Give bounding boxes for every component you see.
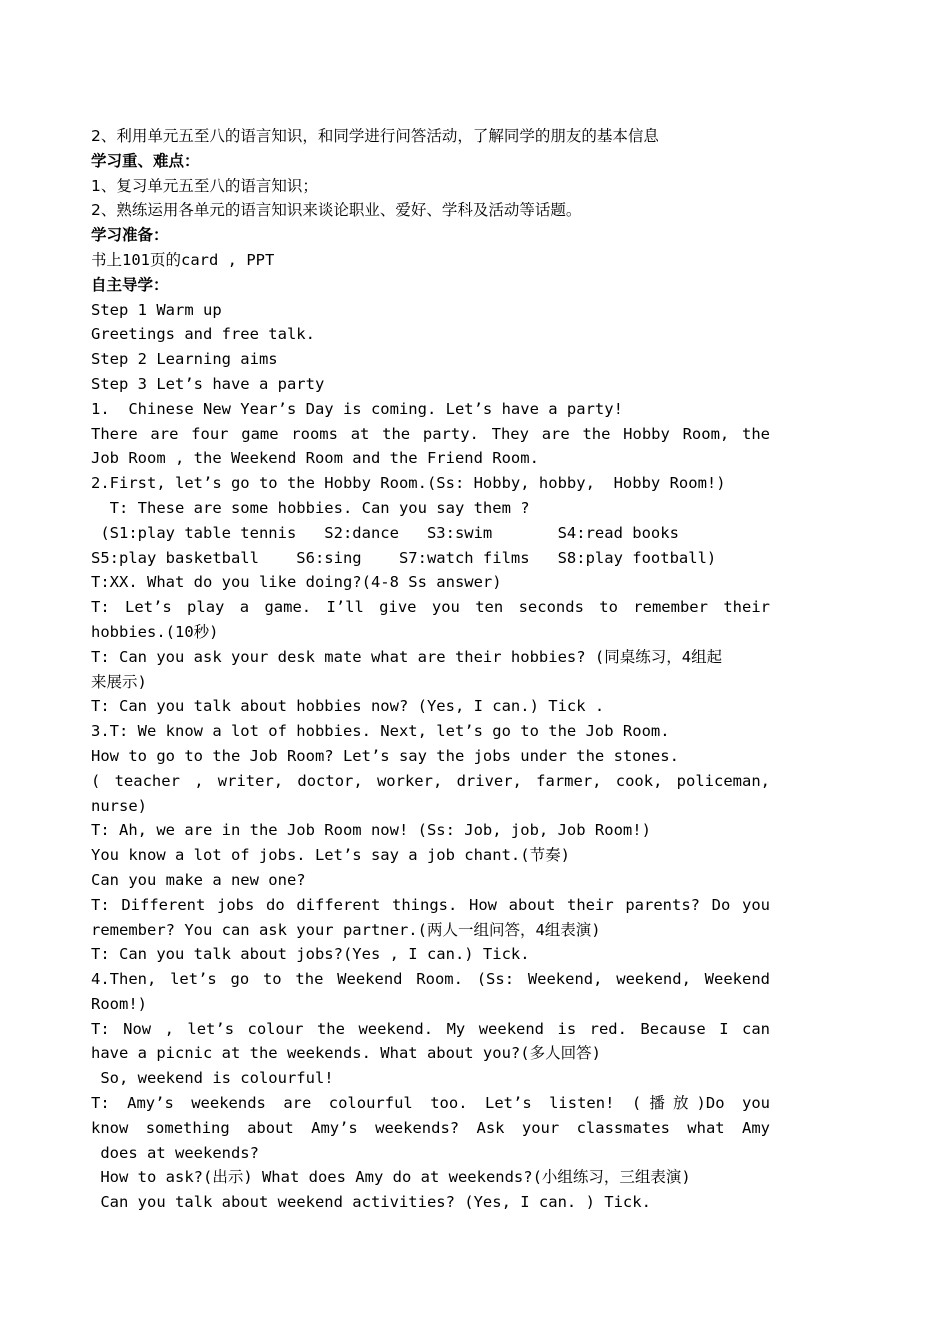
text-line: (S1:play table tennis S2:dance S3:swim S4:read books xyxy=(91,523,679,542)
text-line: Job Room , the Weekend Room and the Friend Room. xyxy=(91,449,539,468)
text-line: T: Different jobs do different things. How about their parents? Do you xyxy=(91,895,770,914)
text-line: nurse) xyxy=(91,796,147,815)
text-line: Step 3 Let’s have a party xyxy=(91,374,325,393)
text-line: 2、熟练运用各单元的语言知识来谈论职业、爱好、学科及活动等话题。 xyxy=(91,201,582,220)
text-line: 来展示) xyxy=(91,672,147,691)
text-line: T: These are some hobbies. Can you say them ? xyxy=(91,498,530,517)
text-line: So, weekend is colourful! xyxy=(91,1069,334,1088)
text-line: does at weekends? xyxy=(91,1143,259,1162)
text-line: T: Amy’s weekends are colourful too. Let’s listen! (播放)Do you xyxy=(91,1094,770,1113)
text-line: know something about Amy’s weekends? Ask your classmates what Amy xyxy=(91,1118,770,1137)
text-line: You know a lot of jobs. Let’s say a job chant.(节奏) xyxy=(91,846,570,865)
text-line: hobbies.(10秒) xyxy=(91,622,219,641)
section-heading: 自主导学： xyxy=(91,275,169,294)
text-line: T: Now , let’s colour the weekend. My weekend is red. Because I can xyxy=(91,1019,770,1038)
text-line: 1. Chinese New Year’s Day is coming. Let’s have a party! xyxy=(91,399,623,418)
text-line: have a picnic at the weekends. What about you?(多人回答) xyxy=(91,1044,601,1063)
section-heading: 学习重、难点： xyxy=(91,151,200,170)
text-line: Greetings and free talk. xyxy=(91,325,315,344)
text-line: 2.First, let’s go to the Hobby Room.(Ss: Hobby, hobby, Hobby Room!) xyxy=(91,474,726,493)
document-body xyxy=(91,124,770,1215)
text-line: 4.Then, let’s go to the Weekend Room. (Ss: Weekend, weekend, Weekend xyxy=(91,970,770,989)
text-line: ( teacher , writer, doctor, worker, driver, farmer, cook, policeman, xyxy=(91,771,770,790)
text-line: 3.T: We know a lot of hobbies. Next, let’s go to the Job Room. xyxy=(91,722,670,741)
text-line: T: Can you talk about jobs?(Yes , I can.) Tick. xyxy=(91,945,530,964)
text-line: 2、利用单元五至八的语言知识，和同学进行问答活动，了解同学的朋友的基本信息 xyxy=(91,127,659,145)
text-line: Can you talk about weekend activities? (Yes, I can. ) Tick. xyxy=(91,1193,651,1212)
text-line: T: Can you talk about hobbies now? (Yes, I can.) Tick . xyxy=(91,697,605,716)
text-line: How to go to the Job Room? Let’s say the jobs under the stones. xyxy=(91,746,679,765)
text-line: How to ask?(出示) What does Amy do at weekends?(小组练习，三组表演) xyxy=(91,1168,691,1187)
text-line: Step 1 Warm up xyxy=(91,300,222,319)
text-line: remember? You can ask your partner.(两人一组问答，4组表演) xyxy=(91,920,601,939)
text-line: S5:play basketball S6:sing S7:watch films S8:play football) xyxy=(91,548,717,567)
text-line: T: Can you ask your desk mate what are their hobbies? (同桌练习，4组起 xyxy=(91,647,723,666)
text-line: There are four game rooms at the party. They are the Hobby Room, the xyxy=(91,424,770,443)
text-line: 书上101页的card , PPT xyxy=(91,250,275,269)
section-heading: 学习准备： xyxy=(91,226,169,245)
text-line: T: Let’s play a game. I’ll give you ten seconds to remember their xyxy=(91,598,770,617)
text-line: 1、复习单元五至八的语言知识； xyxy=(91,176,318,195)
text-line: Room!) xyxy=(91,994,147,1013)
text-line: Can you make a new one? xyxy=(91,870,306,889)
text-line: T:XX. What do you like doing?(4-8 Ss answer) xyxy=(91,573,502,592)
text-line: Step 2 Learning aims xyxy=(91,350,278,369)
text-line: T: Ah, we are in the Job Room now! (Ss: Job, job, Job Room!) xyxy=(91,821,651,840)
